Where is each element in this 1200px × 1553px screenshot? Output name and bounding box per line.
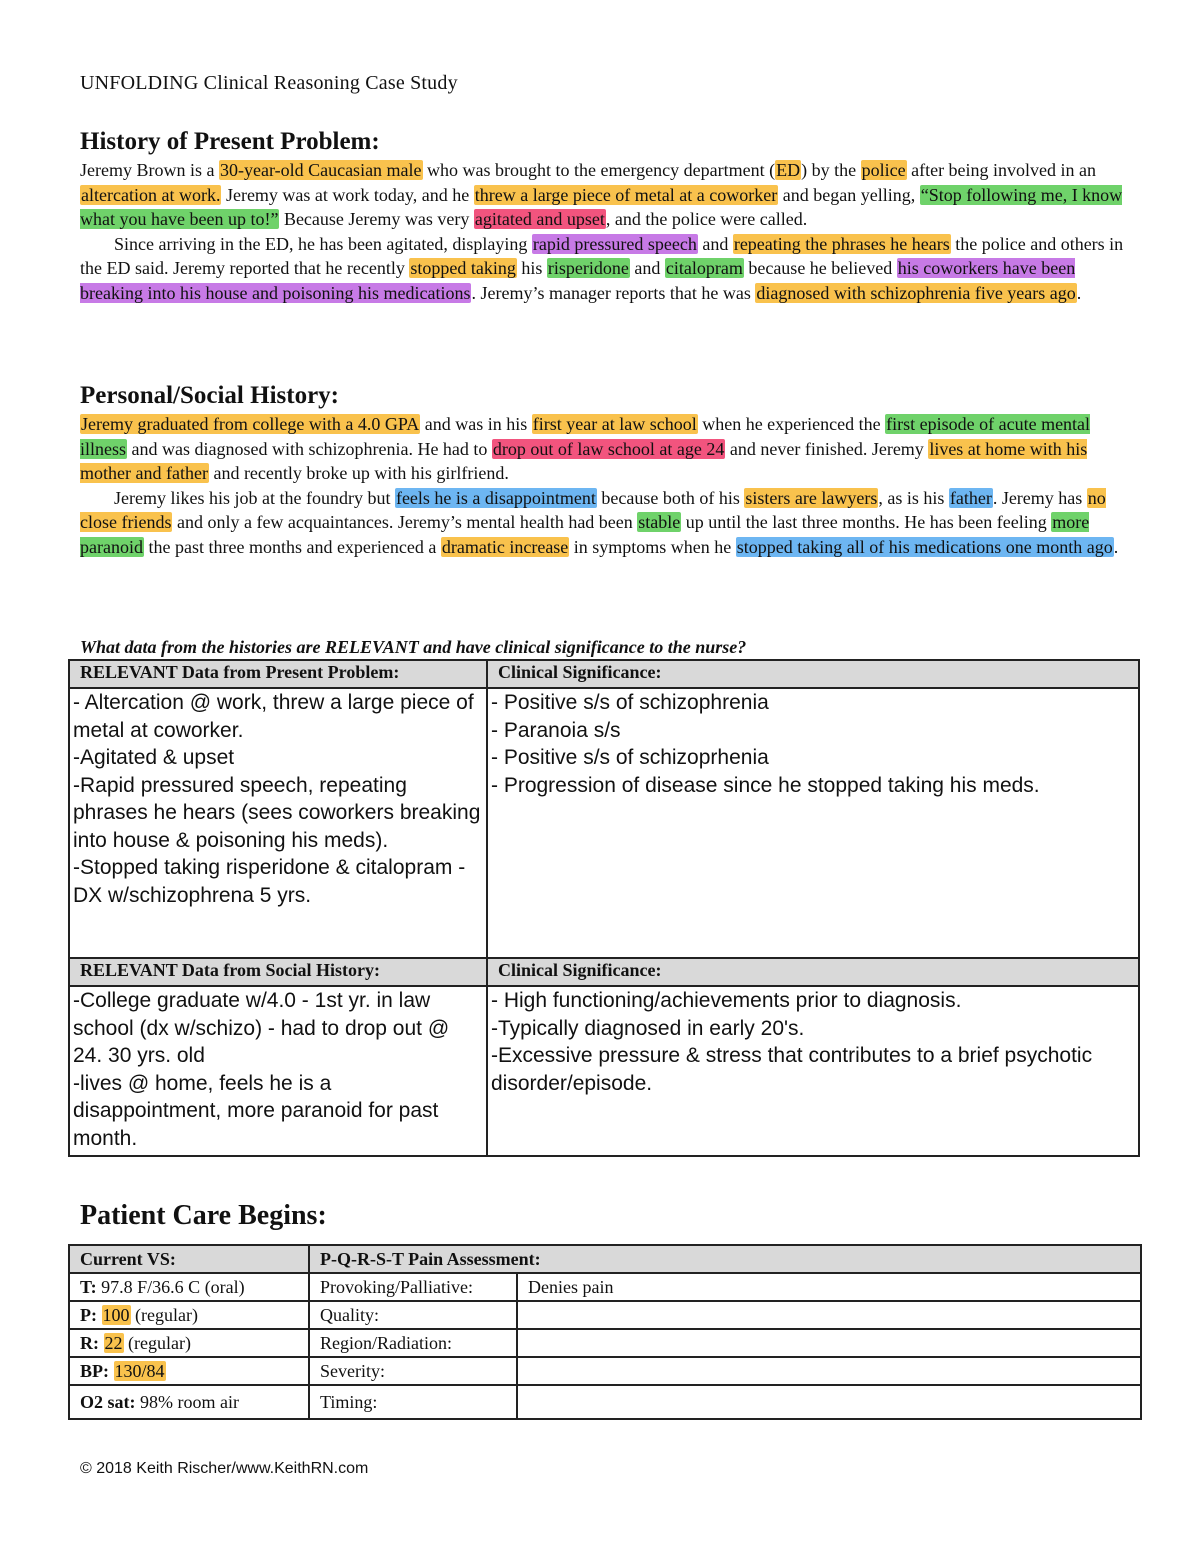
text: . — [1076, 282, 1082, 303]
vital-label: R: — [80, 1332, 99, 1353]
text: who was brought to the emergency department ( — [422, 160, 776, 180]
relevant-data-table — [68, 659, 1140, 1157]
vital-oxygen-saturation — [69, 1385, 309, 1419]
text: and recently broke up with his girlfriend. — [208, 463, 509, 484]
social-history-data[interactable] — [69, 986, 487, 1156]
data-line: -Rapid pressured speech, repeating phrases he hears (sees coworkers breaking into house & poisoning his meds). — [73, 773, 481, 852]
highlight: sisters are lawyers — [745, 487, 878, 508]
patient-care-heading: Patient Care Begins: — [80, 1200, 327, 1231]
pain-label: Quality: — [309, 1301, 517, 1329]
text: and — [629, 258, 665, 279]
vital-pulse — [69, 1301, 309, 1329]
history-text — [80, 158, 1130, 306]
copyright-footer: © 2018 Keith Rischer/www.KeithRN.com — [80, 1460, 369, 1477]
data-line: -Excessive pressure & stress that contributes to a brief psychotic disorder/episode. — [491, 1044, 1093, 1095]
text: . — [1113, 536, 1119, 557]
highlight: first year at law school — [532, 414, 697, 434]
pain-label: Timing: — [309, 1385, 517, 1419]
social-history-significance[interactable] — [487, 986, 1139, 1156]
highlight: dramatic increase — [441, 536, 569, 557]
data-line: -Stopped taking risperidone & citalopram - DX w/schizophrena 5 yrs. — [73, 856, 466, 907]
text: Because Jeremy was very — [279, 209, 474, 230]
text: (regular) — [123, 1332, 191, 1353]
document-header: UNFOLDING Clinical Reasoning Case Study — [80, 72, 458, 94]
history-paragraph-2 — [80, 232, 1130, 306]
highlight: stopped taking — [410, 258, 516, 279]
text: , and the police were called. — [605, 209, 808, 230]
present-problem-data[interactable] — [69, 688, 487, 958]
social-paragraph-2 — [80, 486, 1130, 560]
vital-label: O2 sat: — [80, 1391, 136, 1412]
highlight: risperidone — [547, 258, 629, 279]
vital-label: BP: — [80, 1360, 109, 1381]
highlight: rapid pressured speech — [532, 233, 697, 254]
text: after being involved in an — [906, 160, 1097, 180]
highlight: lives at home with his mother and father — [80, 438, 1088, 484]
text: when he experienced the — [697, 414, 886, 434]
pain-label: Severity: — [309, 1357, 517, 1385]
present-problem-header: RELEVANT Data from Present Problem: — [69, 660, 487, 688]
highlight: threw a large piece of metal at a coworker — [474, 184, 778, 205]
highlight: drop out of law school at age 24 — [492, 438, 725, 459]
highlight: stable — [638, 512, 681, 533]
text: Jeremy was at work today, and he — [221, 184, 474, 205]
highlight: first episode of acute mental illness — [80, 414, 1091, 459]
text: the police and others in the ED said. Jeremy reported that he recently — [80, 233, 1124, 279]
highlight: 30-year-old Caucasian male — [219, 160, 422, 180]
text: because both of his — [596, 487, 745, 508]
text: and — [697, 233, 733, 254]
social-heading: Personal/Social History: — [80, 382, 339, 409]
text — [109, 1361, 114, 1381]
text: Jeremy likes his job at the foundry but — [114, 487, 395, 508]
text: up until the last three months. He has been feeling — [681, 512, 1052, 533]
vital-respirations — [69, 1329, 309, 1357]
data-line: - Positive s/s of schizoprhenia — [491, 746, 769, 769]
vital-value: 100 — [102, 1304, 130, 1325]
highlight: Jeremy graduated from college with a 4.0 GPA — [81, 414, 420, 434]
highlight: citalopram — [665, 258, 743, 279]
text: the past three months and experienced a — [143, 536, 441, 557]
vital-temperature — [69, 1273, 309, 1301]
highlight: more paranoid — [80, 512, 1090, 557]
data-line: - Altercation @ work, threw a large piece of metal at coworker. — [73, 691, 474, 742]
text: because he believed — [743, 258, 897, 279]
clinical-significance-header: Clinical Significance: — [487, 958, 1139, 986]
vital-value: 98% room air — [135, 1391, 239, 1412]
highlight: father — [949, 487, 992, 508]
pain-label: Provoking/Palliative: — [309, 1273, 517, 1301]
text — [97, 1305, 102, 1325]
social-text — [80, 412, 1130, 560]
data-line: - High functioning/achievements prior to diagnosis. — [491, 989, 962, 1012]
highlight: feels he is a disappointment — [395, 487, 596, 508]
social-paragraph-1 — [80, 412, 1130, 486]
data-line: - Paranoia s/s — [491, 718, 621, 742]
vital-blood-pressure — [69, 1357, 309, 1385]
highlight: police — [861, 160, 906, 180]
social-history-header: RELEVANT Data from Social History: — [69, 958, 487, 986]
highlight: “Stop following me, I know what you have been up to!” — [80, 184, 1123, 230]
highlight: diagnosed with schizophrenia five years ago — [756, 282, 1076, 303]
history-heading: History of Present Problem: — [80, 128, 380, 155]
text: and never finished. Jeremy — [725, 438, 929, 459]
highlight: his coworkers have been breaking into his house and poisoning his medications — [80, 258, 1076, 303]
pain-value[interactable] — [517, 1329, 1141, 1357]
vitals-header: Current VS: — [69, 1245, 309, 1273]
pain-value[interactable] — [517, 1357, 1141, 1385]
data-line: -College graduate w/4.0 - 1st yr. in law school (dx w/schizo) - had to drop out @ 24. 30 yrs. old — [73, 989, 450, 1067]
pain-value[interactable]: Denies pain — [517, 1273, 1141, 1301]
vital-label: T: — [80, 1276, 97, 1297]
vital-value: 130/84 — [114, 1360, 165, 1381]
pain-value[interactable] — [517, 1385, 1141, 1419]
text — [99, 1333, 104, 1353]
data-line: -lives @ home, feels he is a disappointment, more paranoid for past month. — [73, 1071, 439, 1150]
vital-label: P: — [80, 1304, 97, 1325]
highlight: ED — [776, 160, 801, 180]
highlight: altercation at work. — [81, 184, 221, 205]
text: in symptoms when he — [569, 536, 736, 557]
pain-assessment-header: P-Q-R-S-T Pain Assessment: — [309, 1245, 1141, 1273]
data-line: - Progression of disease since he stopped taking his meds. — [491, 773, 1040, 797]
text: and was diagnosed with schizophrenia. He had to — [127, 438, 492, 459]
highlight: repeating the phrases he hears — [733, 233, 950, 254]
vitals-pain-table — [68, 1244, 1142, 1420]
data-line: - Positive s/s of schizophrenia — [491, 691, 769, 714]
highlight: no close friends — [80, 487, 1106, 533]
text: , as is his — [878, 487, 949, 508]
pain-value[interactable] — [517, 1301, 1141, 1329]
text: his — [516, 258, 547, 279]
text: and was in his — [420, 414, 532, 434]
relevance-question: What data from the histories are RELEVANT and have clinical significance to the nurse? — [80, 637, 747, 657]
text: . Jeremy’s manager reports that he was — [471, 282, 756, 303]
text: and only a few acquaintances. Jeremy’s mental health had been — [172, 512, 638, 533]
text: and began yelling, — [778, 184, 920, 205]
data-line: -Typically diagnosed in early 20's. — [491, 1016, 805, 1040]
text: ) by the — [801, 160, 861, 180]
vital-value: 97.8 F/36.6 C (oral) — [96, 1276, 245, 1297]
text: (regular) — [130, 1304, 198, 1325]
text: Jeremy Brown is a — [80, 160, 219, 180]
data-line: -Agitated & upset — [73, 746, 235, 769]
pain-label: Region/Radiation: — [309, 1329, 517, 1357]
clinical-significance-header: Clinical Significance: — [487, 660, 1139, 688]
highlight: stopped taking all of his medications one month ago — [736, 536, 1113, 557]
present-problem-significance[interactable] — [487, 688, 1139, 958]
text: Since arriving in the ED, he has been agitated, displaying — [114, 233, 532, 254]
highlight: agitated and upset — [474, 209, 605, 230]
text: . Jeremy has — [992, 487, 1087, 508]
vital-value: 22 — [104, 1332, 123, 1353]
history-paragraph-1 — [80, 158, 1130, 232]
